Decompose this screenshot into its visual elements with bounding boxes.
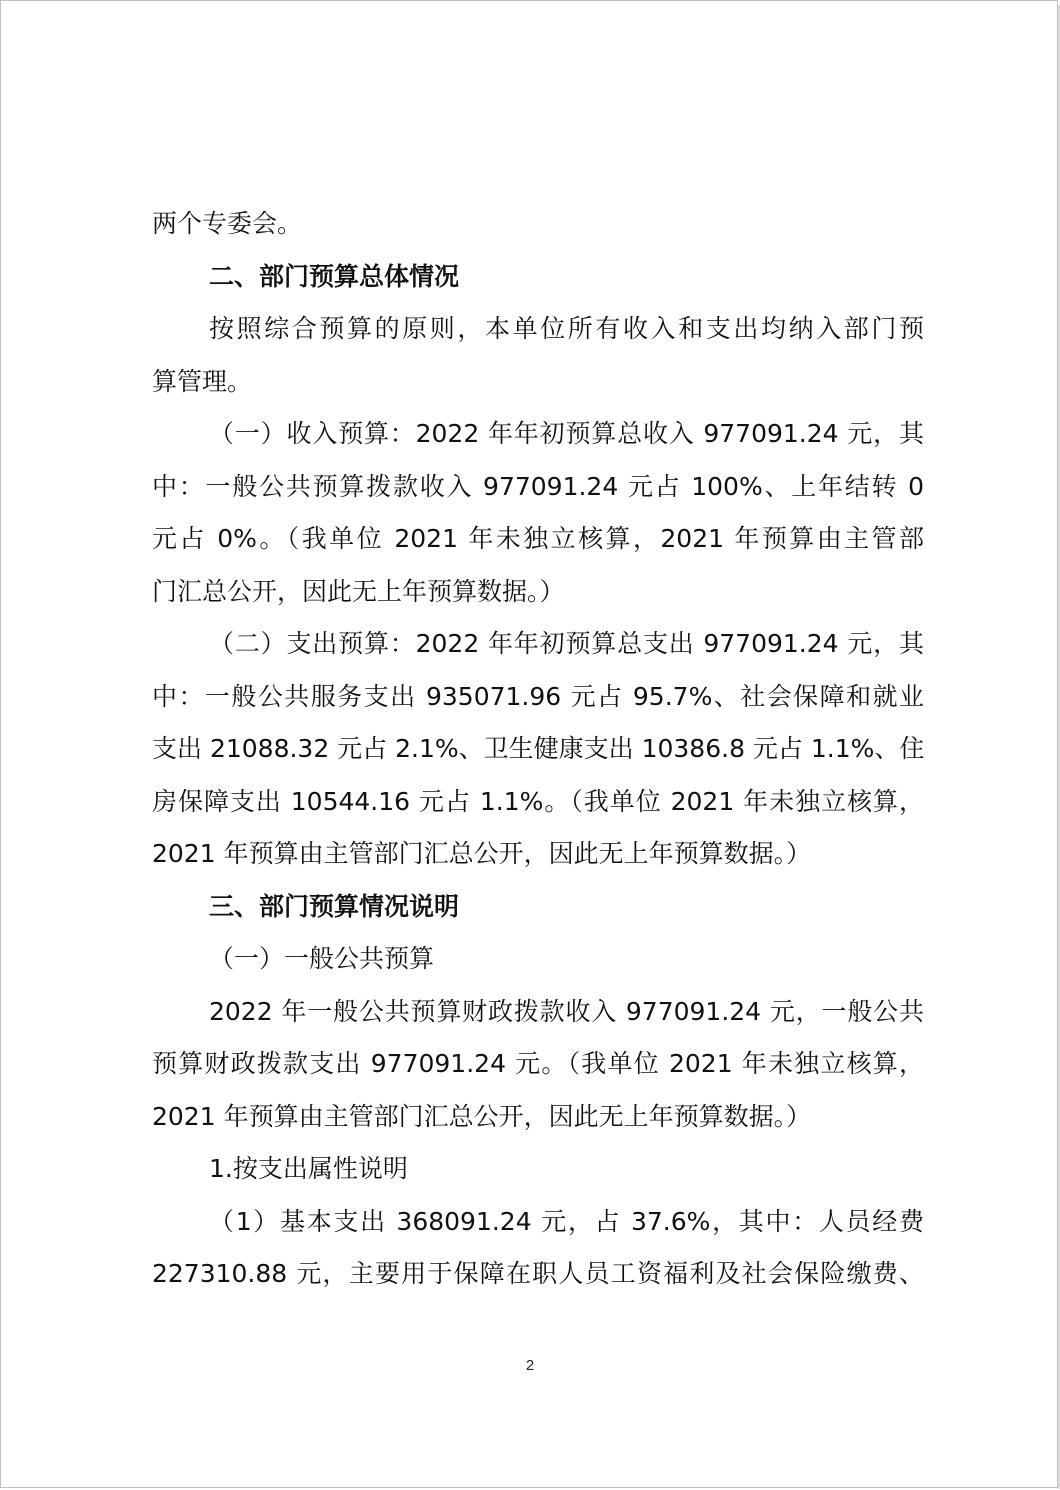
page-number: 2: [525, 1357, 535, 1374]
paragraph-line: 算管理。: [152, 366, 253, 396]
paragraph-line: 按照综合预算的原则，本单位所有收入和支出均纳入部门预: [209, 314, 924, 343]
subsection-heading: （一）一般公共预算: [209, 944, 435, 973]
paragraph-line: 227310.88 元，主要用于保障在职人员工资福利及社会保险缴费、: [152, 1259, 924, 1288]
paragraph-line: （一）收入预算：2022 年年初预算总收入 977091.24 元，其: [209, 419, 924, 448]
body-text: [152, 198, 924, 1301]
subsection-heading: 1.按支出属性说明: [209, 1154, 408, 1183]
paragraph-line: （二）支出预算：2022 年年初预算总支出 977091.24 元，其: [209, 629, 924, 658]
paragraph-line: （1）基本支出 368091.24 元，占 37.6%，其中：人员经费: [209, 1206, 924, 1236]
paragraph-line: 预算财政拨款支出 977091.24 元。（我单位 2021 年未独立核算，: [152, 1049, 924, 1078]
paragraph-line: 支出 21088.32 元占 2.1%、卫生健康支出 10386.8 元占 1.1%、住: [152, 734, 925, 763]
paragraph-line: 2021 年预算由主管部门汇总公开，因此无上年预算数据。）: [152, 839, 812, 868]
paragraph-line: 两个专委会。: [152, 209, 303, 238]
paragraph-line: 中：一般公共预算拨款收入 977091.24 元占 100%、上年结转 0: [152, 471, 924, 501]
paragraph-line: 元占 0%。（我单位 2021 年未独立核算，2021 年预算由主管部: [152, 524, 924, 553]
paragraph-line: 2021 年预算由主管部门汇总公开，因此无上年预算数据。）: [152, 1101, 812, 1131]
paragraph-line: 房保障支出 10544.16 元占 1.1%。（我单位 2021 年未独立核算，: [152, 786, 924, 816]
section-heading: 二、部门预算总体情况: [209, 261, 460, 291]
section-heading: 三、部门预算情况说明: [209, 891, 460, 921]
paragraph-line: 中：一般公共服务支出 935071.96 元占 95.7%、社会保障和就业: [152, 681, 924, 711]
paragraph-line: 门汇总公开，因此无上年预算数据。）: [152, 576, 565, 606]
paragraph-line: 2022 年一般公共预算财政拨款收入 977091.24 元，一般公共: [209, 996, 924, 1026]
